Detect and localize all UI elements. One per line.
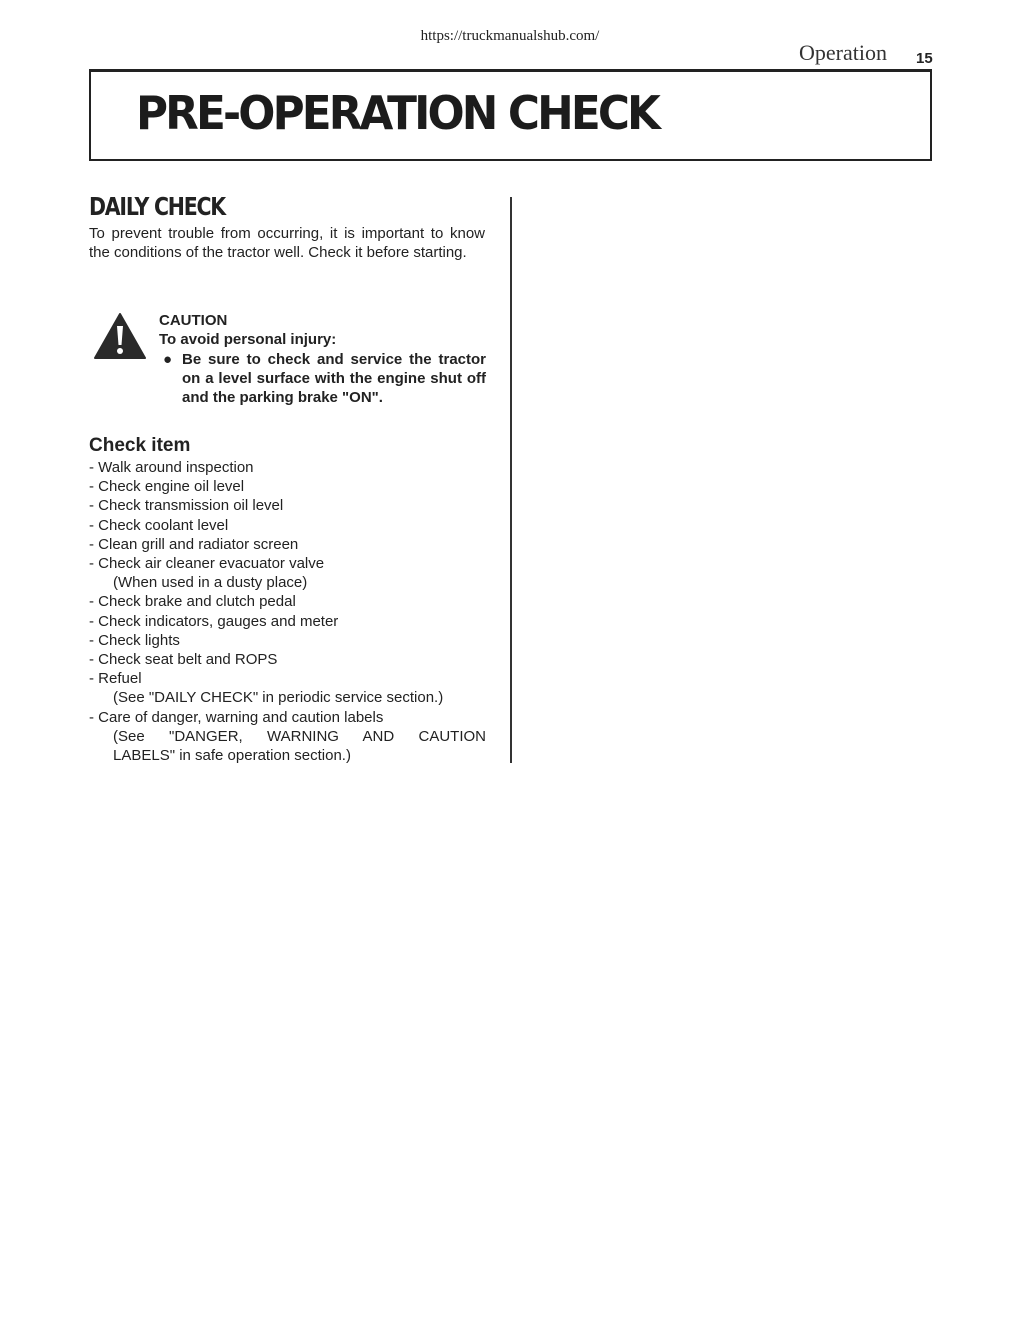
list-item: - Check air cleaner evacuator valve [89, 555, 325, 573]
column-divider [510, 197, 512, 763]
title-top-rule [91, 69, 930, 72]
warning-triangle-icon [93, 312, 147, 360]
list-item: - Check transmission oil level [89, 497, 284, 515]
caution-bullet-row [159, 350, 486, 408]
daily-check-intro: To prevent trouble from occurring, it is important to know the conditions of the tractor well. Check it before starting. [89, 225, 485, 262]
list-item: - Check coolant level [89, 516, 229, 534]
check-item-heading: Check item [89, 435, 191, 456]
section-name: Operation [799, 40, 887, 65]
list-item-note: (See "DAILY CHECK" in periodic service section.) [113, 689, 444, 707]
list-item: - Check brake and clutch pedal [89, 593, 296, 611]
caution-label: CAUTION [159, 312, 228, 329]
list-item-note: (See "DANGER, WARNING AND CAUTION [113, 727, 486, 745]
list-item: - Refuel [89, 670, 142, 688]
list-item: - Check engine oil level [89, 478, 245, 496]
caution-text: Be sure to check and service the tractor on a level surface with the engine shut off and the parking brake "ON". [182, 350, 486, 407]
list-item: - Check seat belt and ROPS [89, 651, 278, 669]
list-item-note: (When used in a dusty place) [113, 574, 308, 592]
list-item: - Check indicators, gauges and meter [89, 612, 339, 630]
source-url: https://truckmanualshub.com/ [420, 28, 600, 44]
list-item-note: LABELS" in safe operation section.) [113, 747, 351, 765]
daily-check-heading: DAILY CHECK [89, 192, 225, 221]
list-item: - Walk around inspection [89, 459, 254, 476]
list-item: - Clean grill and radiator screen [89, 535, 299, 553]
list-item: - Check lights [89, 631, 180, 649]
caution-block [159, 311, 486, 407]
bullet-icon: ● [163, 350, 173, 368]
caution-lead: To avoid personal injury: [159, 331, 337, 349]
check-item-list [89, 458, 486, 765]
page-number: 15 [916, 50, 933, 67]
list-item: - Care of danger, warning and caution labels [89, 708, 384, 726]
page-title: PRE-OPERATION CHECK [136, 86, 659, 140]
